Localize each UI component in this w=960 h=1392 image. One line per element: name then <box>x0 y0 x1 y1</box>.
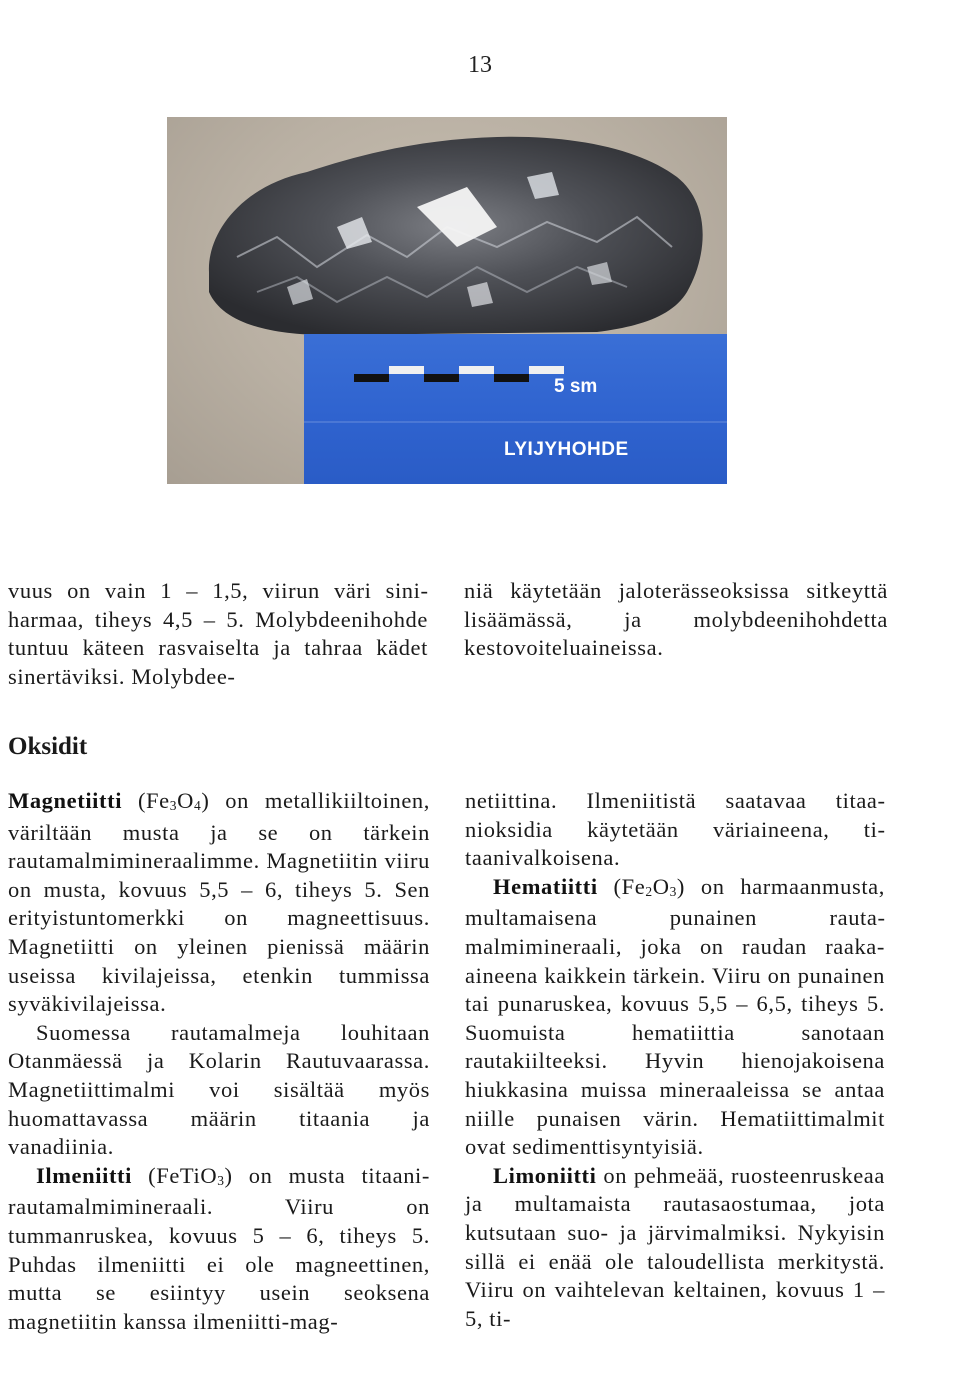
column-bottom-left <box>8 787 430 1336</box>
specimen-label: LYIJYHOHDE <box>504 439 629 460</box>
term-ilmeniitti: Ilmeniitti <box>36 1162 132 1188</box>
column-top-right <box>464 577 888 663</box>
scale-bar <box>304 334 727 484</box>
paragraph-ilmeniitti-continued: netiittina. Ilmeniitistä saatavaa titaanioksidia käytetään väriaineena, titaanivalkoisena. <box>465 788 885 871</box>
paragraph-magnetiitti <box>8 787 430 1019</box>
page-number: 13 <box>468 52 492 78</box>
column-top-left <box>8 577 428 691</box>
term-limoniitti: Limoniitti <box>493 1162 597 1188</box>
paragraph-hematiitti <box>465 873 885 1162</box>
scale-label: 5 sm <box>554 376 598 397</box>
term-magnetiitti: Magnetiitti <box>8 788 123 813</box>
paragraph-suomessa: Suomessa rautamalmeja louhitaan Otanmäessä ja Kolarin Rautuvaarassa. Magnetiittimalmi voi sisältää myös huomattavassa määrin titaania ja vanadiinia. <box>8 1019 430 1160</box>
formula-hematiitti: $(Fe_2O_3)$ <box>613 873 686 899</box>
section-heading: Oksidit <box>8 733 88 760</box>
mineral-photo <box>167 117 727 484</box>
formula-magnetiitti: $(Fe_3O_4)$ <box>137 788 210 814</box>
text-ilmeniitti: on musta titaani-rautamalmimineraali. Viiru on tummanruskea, kovuus 5 – 6, tiheys 5. Puhdas ilmeniitti ei ole magneettinen, mutta se esiintyy usein seoksena magnetiitin kanssa ilmeniitti-mag- <box>8 1162 431 1334</box>
term-hematiitti: Hematiitti <box>493 873 598 899</box>
text-limoniitti: on pehmeää, ruosteenruskeaa ja multamaista rautasaostumaa, jota kutsutaan suo- ja järvimalmiksi. Nykyisin sillä ei enää ole taloudellista merkitystä. Viiru on vaihtelevan keltainen, kovuus 1 – 5, ti- <box>465 1162 885 1331</box>
formula-ilmeniitti: (FeTiO$_3$) <box>148 1162 233 1188</box>
text-hematiitti: on harmaanmusta, multamaisena punainen rautamalmimineraali, joka on raudan raaka-aineena kaikkein tärkein. Viiru on punainen tai punaruskea, kovuus 5,5 – 6,5, tiheys 5. Suomuista hematiittia sanotaan rautakiilteeksi. Hyvin hienojakoisena hiukkasina muissa mineraaleissa se antaa niille punaisen värin. Hematiittimalmit ovat sedimenttisyntyisiä. <box>465 873 885 1160</box>
paragraph-continued-right: niä käytetään jaloterässeoksissa sitkeyttä lisäämässä, ja molybdeenihohdetta kestovoiteluaineissa. <box>464 578 888 661</box>
scale-card <box>304 334 727 484</box>
text-magnetiitti: on metallikiiltoinen, väriltään musta ja se on tärkein rautamalmimineraalimme. Magnetiitin viiru on musta, kovuus 5,5 – 6, tiheys 5. Sen erityistuntomerkki on magneettisuus. Magnetiitti on yleinen pienissä määrin useissa kivilajeissa, etenkin tummissa syväkivilajeissa. <box>8 788 431 1017</box>
paragraph-limoniitti <box>465 1162 885 1334</box>
column-bottom-right <box>465 787 885 1333</box>
paragraph-ilmeniitti <box>8 1162 430 1337</box>
paragraph-continued: vuus on vain 1 – 1,5, viirun väri siniharmaa, tiheys 4,5 – 5. Molybdeenihohde tuntuu käteen rasvaiselta ja tahraa kädet sinertäviksi. Molybdee- <box>8 578 428 689</box>
